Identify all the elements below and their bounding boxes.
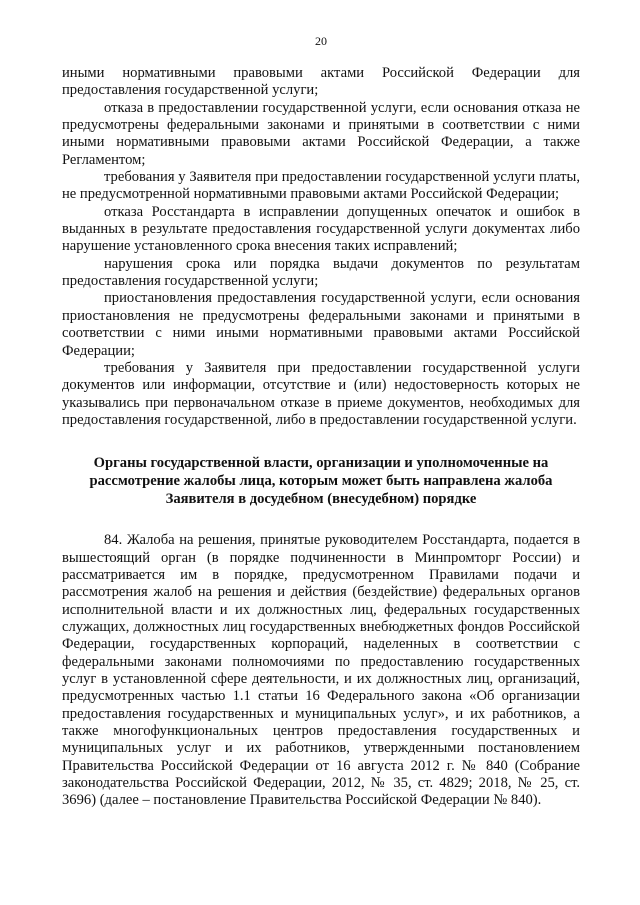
paragraph-84: 84. Жалоба на решения, принятые руководителем Росстандарта, подается в вышестоящий орган (в порядке подчиненности в Минпромторг России) и рассматривается им в порядке, предусмотренном Правилами подачи и рассмотрения жалоб на решения и действия (бездействие) федеральных органов исполнительной власти и их должностных лиц, федеральных государственных служащих, должностных лиц государственных внебюджетных фондов Российской Федерации, государственных корпораций, наделенных в соответствии с федеральными законами полномочиями по предоставлению государственных услуг в установленной сфере деятельности, и их должностных лиц, организаций, предусмотренных частью 1.1 статьи 16 Федерального закона «Об организации предоставления государственных и муниципальных услуг», и их работников, а также многофункциональных центров предоставления государственных и муниципальных услуг и их работников, утвержденными постановлением Правительства Российской Федерации от 16 августа 2012 г. № 840 (Собрание законодательства Российской Федерации, 2012, № 35, ст. 4829; 2018, № 25, ст. 3696) (далее – постановление Правительства Российской Федерации № 840). bbox=[62, 532, 580, 809]
paragraph-other-acts: иными нормативными правовыми актами Российской Федерации для предоставления государственной услуги; bbox=[62, 65, 580, 99]
page-number: 20 bbox=[315, 34, 327, 48]
paragraph-fee-demand: требования у Заявителя при предоставлении государственной услуги платы, не предусмотренной нормативными правовыми актами Российской Федерации; bbox=[62, 169, 580, 203]
paragraph-correction-refusal: отказа Росстандарта в исправлении допущенных опечаток и ошибок в выданных в результате предоставления государственной услуги документах либо нарушение установленного срока внесения таких исправлений; bbox=[62, 203, 580, 255]
document-page bbox=[62, 34, 580, 810]
paragraph-refusal: отказа в предоставлении государственной услуги, если основания отказа не предусмотрены федеральными законами и принятыми в соответствии с ними иными нормативными правовыми актами Российской Федерации, а также Регламентом; bbox=[62, 99, 580, 168]
section-heading: Органы государственной власти, организации и уполномоченные на рассмотрение жалобы лица, которым может быть направлена жалоба Заявителя в досудебном (внесудебном) порядке bbox=[89, 455, 553, 508]
paragraph-deadline-violation: нарушения срока или порядка выдачи документов по результатам предоставления государственной услуги; bbox=[62, 255, 580, 290]
paragraph-documents-demand: требования у Заявителя при предоставлении государственной услуги документов или информации, отсутствие и (или) недостоверность которых не указывались при первоначальном отказе в приеме документов, необходимых для предоставления государственной, либо в предоставлении государственной услуги. bbox=[62, 359, 580, 428]
paragraph-suspension: приостановления предоставления государственной услуги, если основания приостановления не предусмотрены федеральными законами и принятыми в соответствии с ними иными нормативными правовыми актами Российской Федерации; bbox=[62, 290, 580, 359]
